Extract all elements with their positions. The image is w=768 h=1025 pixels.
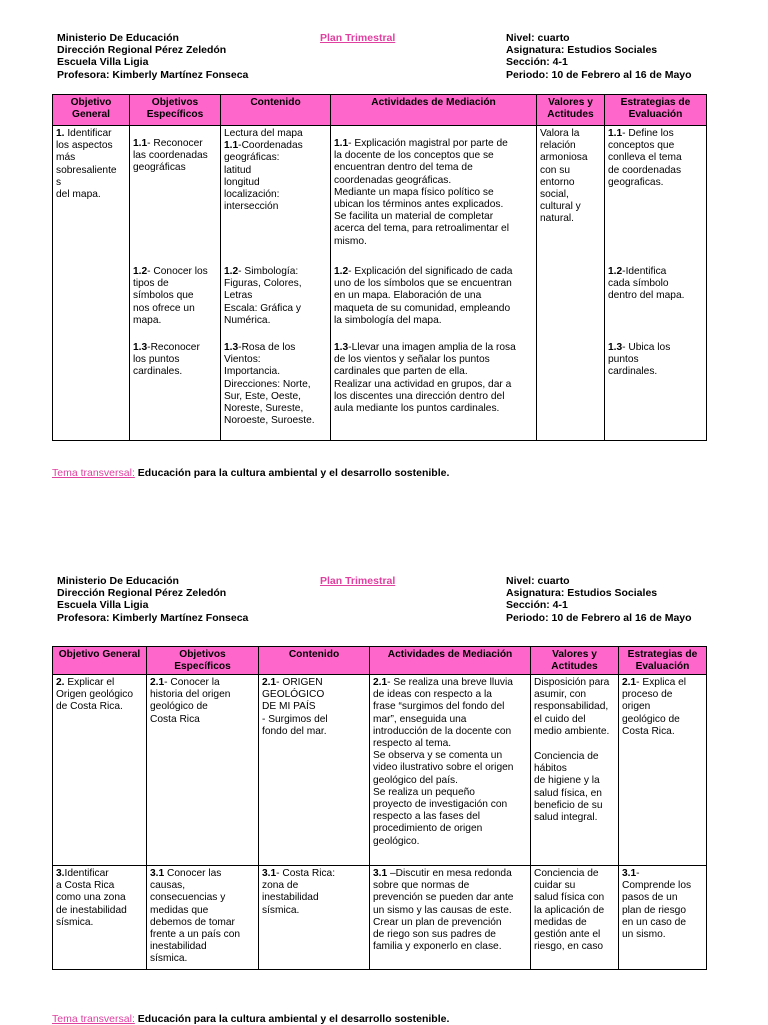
column-header: Objetivo General: [53, 647, 147, 675]
actividad-number: 3.1: [373, 868, 388, 879]
escuela-label: Escuela Villa Ligia: [57, 599, 149, 612]
contenido-text: -Rosa de los Vientos: Importancia. Direcciones: Norte, Sur, Este, Oeste, Noreste, Sureste, Noroeste, Suroeste.: [224, 342, 315, 427]
evaluacion-text: - Define los conceptos que conlleva el tema de coordenadas geograficas.: [608, 128, 682, 188]
tema-text: Educación para la cultura ambiental y el desarrollo sostenible.: [134, 467, 450, 479]
contenido-text: - Simbología: Figuras, Colores, Letras Escala: Gráfica y Numérica.: [224, 266, 302, 326]
escuela-label: Escuela Villa Ligia: [57, 56, 149, 69]
seccion-label: Sección: 4-1: [506, 599, 568, 612]
column-header: Contenido: [221, 95, 331, 126]
periodo-label: Periodo: 10 de Febrero al 16 de Mayo: [506, 611, 692, 624]
actividad-number: 1.2: [334, 266, 349, 277]
contenido-cell: [259, 675, 370, 866]
contenido-number: 1.1: [224, 140, 239, 152]
plan-trimestral-title: Plan Trimestral: [320, 575, 396, 587]
header-left: [57, 575, 248, 624]
tema-label: Tema transversal:: [52, 1013, 135, 1025]
ministerio-label: Ministerio De Educación: [57, 32, 179, 44]
contenido-number: 2.1: [262, 677, 277, 688]
actividad-number: 2.1: [373, 677, 388, 688]
evaluacion-text: - Explica el proceso de origen geológico de Costa Rica.: [622, 677, 686, 737]
actividad-text: -Llevar una imagen amplia de la rosa de los vientos y señalar los puntos cardinales que parten de ella. Realizar una actividad en grupos, dar a los discentes una dirección dentro del aula mediante los puntos cardinales.: [334, 342, 516, 415]
contenido-cell: [259, 866, 370, 970]
evaluacion-number: 1.3: [608, 342, 623, 353]
column-header: Valores y Actitudes: [531, 647, 619, 675]
valores-text: Valora la relación armoniosa con su entorno social, cultural y natural.: [540, 128, 588, 225]
valores-text: Conciencia de cuidar su salud física con la aplicación de medidas de gestión ante el riesgo, en caso: [534, 868, 605, 953]
actividad-text: - Explicación del significado de cada uno de los símbolos que se encuentran en un mapa. Elaboración de una maqueta de su comunidad, empleando la simbología del mapa.: [334, 266, 513, 326]
profesora-label: Profesora: Kimberly Martínez Fonseca: [57, 611, 249, 624]
objetivos-especificos-cell: [130, 126, 221, 441]
contenido-cell: [221, 126, 331, 441]
tema-transversal: [52, 467, 449, 479]
contenido-number: 3.1: [262, 868, 277, 879]
column-header: Estrategias de Evaluación: [619, 647, 707, 675]
evaluacion-cell: [619, 866, 707, 970]
objetivo-number: 3.1: [150, 868, 165, 879]
tema-label: Tema transversal:: [52, 467, 135, 479]
especifico-text: Conocer las causas, consecuencias y medidas que debemos de tomar frente a un país con inestabilidad sísmica.: [150, 868, 241, 965]
actividad-text: –Discutir en mesa redonda sobre que normas de prevención se pueden dar ante un sismo y las causas de este. Crear un plan de prevención de riego son sus padres de familia y exponerlo en clase.: [373, 868, 514, 953]
nivel-label: Nivel: cuarto: [506, 32, 570, 44]
column-header: Objetivos Específicos: [130, 95, 221, 126]
objetivo-general-cell: [53, 126, 130, 441]
evaluacion-cell: [619, 675, 707, 866]
evaluacion-number: 2.1: [622, 677, 637, 688]
valores-text: Conciencia de hábitos de higiene y la salud física, en beneficio de su salud integral.: [534, 751, 603, 824]
evaluacion-text: -Identifica cada símbolo dentro del mapa.: [608, 266, 685, 302]
profesora-label: Profesora: Kimberly Martínez Fonseca: [57, 68, 249, 81]
column-header: Actividades de Mediación: [331, 95, 537, 126]
contenido-number: 1.2: [224, 266, 239, 277]
evaluacion-cell: [605, 126, 707, 441]
objetivo-general-cell: [53, 866, 147, 970]
objetivo-general-cell: [53, 675, 147, 866]
valores-text: Disposición para asumir, con responsabilidad, el cuido del medio ambiente.: [534, 677, 610, 737]
evaluacion-number: 3.1: [622, 868, 637, 879]
actividad-number: 1.1: [334, 138, 349, 149]
objetivo-number: 1.3: [133, 342, 148, 353]
header-right: [506, 32, 692, 81]
actividad-text: - Explicación magistral por parte de la docente de los conceptos que se encuentran dentro del tema de coordenadas geográficas. Mediante un mapa físico político se ubican los términos antes explicados. Se facilita un material de completar acerca del tema, para retroalimentar el mismo.: [334, 138, 509, 247]
actividades-cell: [331, 126, 537, 441]
column-header: Objetivos Específicos: [147, 647, 259, 675]
valores-cell: [537, 126, 605, 441]
actividad-text: - Se realiza una breve lluvia de ideas con respecto a la frase “surgimos del fondo del mar”, enseguida una introducción de la docente con respecto al tema. Se observa y se comenta un video ilustrativo sobre el origen geológico del país. Se realiza un pequeño proyecto de investigación con respecto a las fases del procedimiento de origen geológico.: [373, 677, 514, 847]
plan-trimestral-title: Plan Trimestral: [320, 32, 396, 44]
plan-table-1: [52, 94, 707, 441]
asignatura-label: Asignatura: Estudios Sociales: [506, 44, 658, 57]
especifico-text: - Reconocer las coordenadas geográficas: [133, 138, 208, 174]
contenido-text: -Coordenadas geográficas: latitud longitud localización: intersección: [224, 140, 303, 213]
contenido-text: - ORIGEN GEOLÓGICO DE MI PAÍS - Surgimos del fondo del mar.: [262, 677, 328, 737]
objetivo-general-text: Explicar el Origen geológico de Costa Rica.: [56, 677, 134, 713]
especifico-text: -Reconocer los puntos cardinales.: [133, 342, 200, 378]
objetivo-number: 1.2: [133, 266, 148, 277]
objetivo-number: 1.: [56, 128, 65, 139]
actividad-number: 1.3: [334, 342, 349, 353]
column-header: Contenido: [259, 647, 370, 675]
contenido-intro: Lectura del mapa: [224, 128, 303, 139]
header-right: [506, 575, 692, 624]
objetivos-especificos-cell: [147, 866, 259, 970]
nivel-label: Nivel: cuarto: [506, 575, 570, 587]
asignatura-label: Asignatura: Estudios Sociales: [506, 587, 658, 600]
tema-transversal: [52, 1013, 449, 1025]
evaluacion-number: 1.2: [608, 266, 623, 277]
column-header: Objetivo General: [53, 95, 130, 126]
direccion-label: Dirección Regional Pérez Zeledón: [57, 587, 227, 600]
plan-table-2: [52, 646, 707, 970]
evaluacion-text: - Comprende los pasos de un plan de riesgo en un caso de un sismo.: [622, 868, 692, 941]
tema-text: Educación para la cultura ambiental y el desarrollo sostenible.: [134, 1013, 450, 1025]
objetivo-number: 3.: [56, 868, 65, 879]
seccion-label: Sección: 4-1: [506, 56, 568, 69]
objetivo-number: 1.1: [133, 138, 148, 149]
especifico-text: - Conocer los tipos de símbolos que nos ofrece un mapa.: [133, 266, 208, 326]
objetivo-number: 2.: [56, 677, 65, 688]
periodo-label: Periodo: 10 de Febrero al 16 de Mayo: [506, 68, 692, 81]
ministerio-label: Ministerio De Educación: [57, 575, 179, 587]
objetivo-general-text: Identificar a Costa Rica como una zona de inestabilidad sísmica.: [56, 868, 127, 928]
objetivos-especificos-cell: [147, 675, 259, 866]
actividades-cell: [370, 866, 531, 970]
evaluacion-text: - Ubica los puntos cardinales.: [608, 342, 671, 378]
actividades-cell: [370, 675, 531, 866]
direccion-label: Dirección Regional Pérez Zeledón: [57, 44, 227, 57]
especifico-text: - Conocer la historia del origen geológico de Costa Rica: [150, 677, 231, 725]
valores-cell: [531, 866, 619, 970]
header-left: [57, 32, 248, 81]
contenido-text: - Costa Rica: zona de inestabilidad sísmica.: [262, 868, 336, 916]
column-header: Actividades de Mediación: [370, 647, 531, 675]
column-header: Valores y Actitudes: [537, 95, 605, 126]
evaluacion-number: 1.1: [608, 128, 623, 139]
column-header: Estrategias de Evaluación: [605, 95, 707, 126]
objetivo-number: 2.1: [150, 677, 165, 688]
valores-cell: [531, 675, 619, 866]
contenido-number: 1.3: [224, 342, 239, 353]
objetivo-general-text: Identificar los aspectos más sobresaliente s del mapa.: [56, 128, 117, 201]
